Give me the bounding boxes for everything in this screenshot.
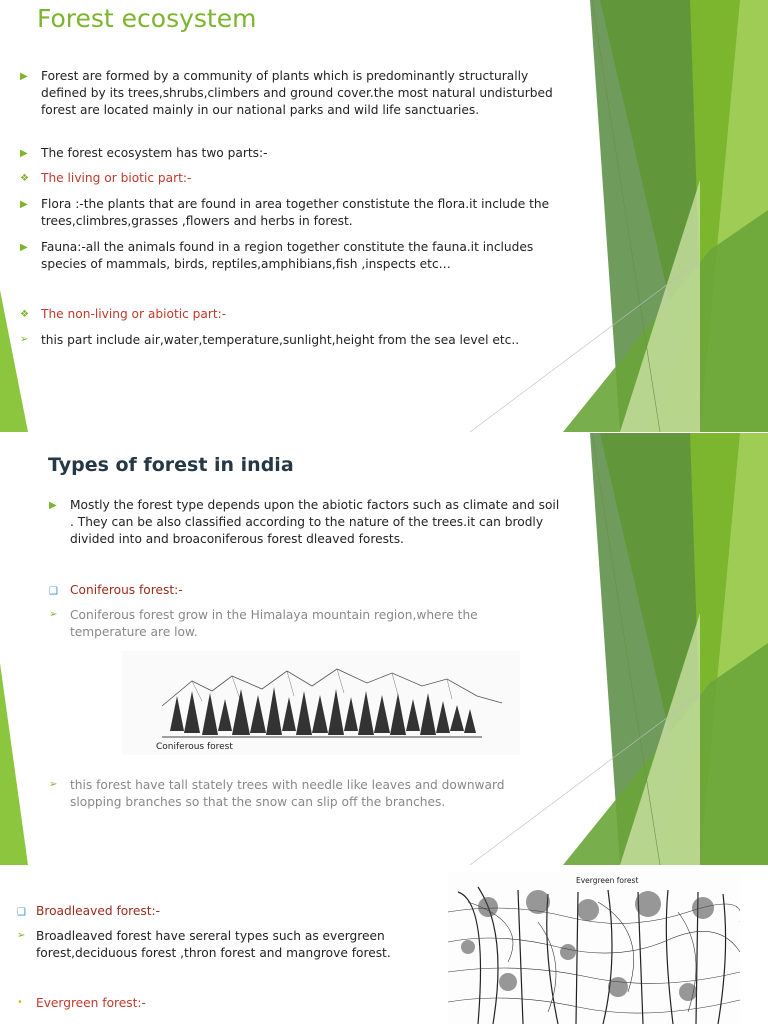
heading-evergreen-forest: • Evergreen forest:- (17, 996, 146, 1010)
chevron-bullet-icon: ➢ (17, 930, 26, 941)
bullet-forest-definition: ▶ Forest are formed by a community of plants which is predominantly structurally defined by its trees,shrubs,climbers and ground cover.the most natural undisturbed forest are located mainly in our national parks and wild life sanctuaries. (20, 69, 553, 117)
slide-types-of-forest (0, 433, 768, 865)
slide-forest-ecosystem (0, 0, 768, 432)
diamond-bullet-icon: ❖ (20, 309, 29, 320)
heading-coniferous-forest: ❑ Coniferous forest:- (70, 582, 566, 599)
bullet-forest-type-factors: ▶ Mostly the forest type depends upon the abiotic factors such as climate and soil . They can be also classified according to the nature of the trees.it can brodly divided into and broaconiferous forest dleaved forests. (49, 498, 560, 546)
bullet-coniferous-trees: ➢ this forest have tall stately trees with needle like leaves and downward slopping branches so that the snow can slip off the branches. (49, 778, 505, 809)
square-bullet-icon: ❑ (17, 907, 26, 918)
image-caption: Coniferous forest (156, 742, 233, 752)
bullet-broadleaved-types: ➢ Broadleaved forest have sereral types such as evergreen forest,deciduous forest ,thron forest and mangrove forest. (17, 929, 391, 960)
bullet-abiotic-components: ➢ this part include air,water,temperature,sunlight,height from the sea level etc.. (20, 333, 520, 347)
chevron-bullet-icon: ➢ (49, 609, 58, 620)
bullet-coniferous-region: ➢ Coniferous forest grow in the Himalaya mountain region,where the temperature are low. (49, 608, 478, 639)
slide-broadleaved-forest (0, 866, 768, 1024)
coniferous-forest-illustration (122, 651, 520, 755)
bullet-flora: ▶ Flora :-the plants that are found in area together constistute the flora.it include the trees,climbres,grasses ,flowers and herbs in forest. (20, 197, 550, 228)
heading-abiotic-part: ❖ The non-living or abiotic part:- (20, 307, 227, 321)
triangle-bullet-icon: ▶ (20, 199, 28, 210)
chevron-bullet-icon: ➢ (49, 779, 58, 790)
square-bullet-icon: ❑ (49, 586, 58, 597)
heading-biotic-part: ❖ The living or biotic part:- (20, 171, 192, 185)
triangle-bullet-icon: ▶ (49, 500, 57, 511)
bullet-two-parts: ▶ The forest ecosystem has two parts:- (20, 146, 268, 160)
triangle-bullet-icon: ▶ (20, 242, 28, 253)
heading-broadleaved-forest: ❑ Broadleaved forest:- (36, 903, 416, 920)
chevron-bullet-icon: ➢ (20, 334, 29, 345)
slide-title: Types of forest in india (48, 454, 294, 476)
triangle-bullet-icon: ▶ (20, 71, 28, 82)
bullet-fauna: ▶ Fauna:-all the animals found in a region together constitute the fauna.it includes species of mammals, birds, reptiles,amphibians,fish ,inspects etc… (20, 240, 534, 271)
triangle-bullet-icon: ▶ (20, 148, 28, 159)
slide-title: Forest ecosystem (37, 4, 257, 33)
dot-bullet-icon: • (17, 997, 23, 1008)
evergreen-forest-illustration (448, 872, 740, 1024)
image-caption: Evergreen forest (576, 876, 639, 885)
diamond-bullet-icon: ❖ (20, 173, 29, 184)
